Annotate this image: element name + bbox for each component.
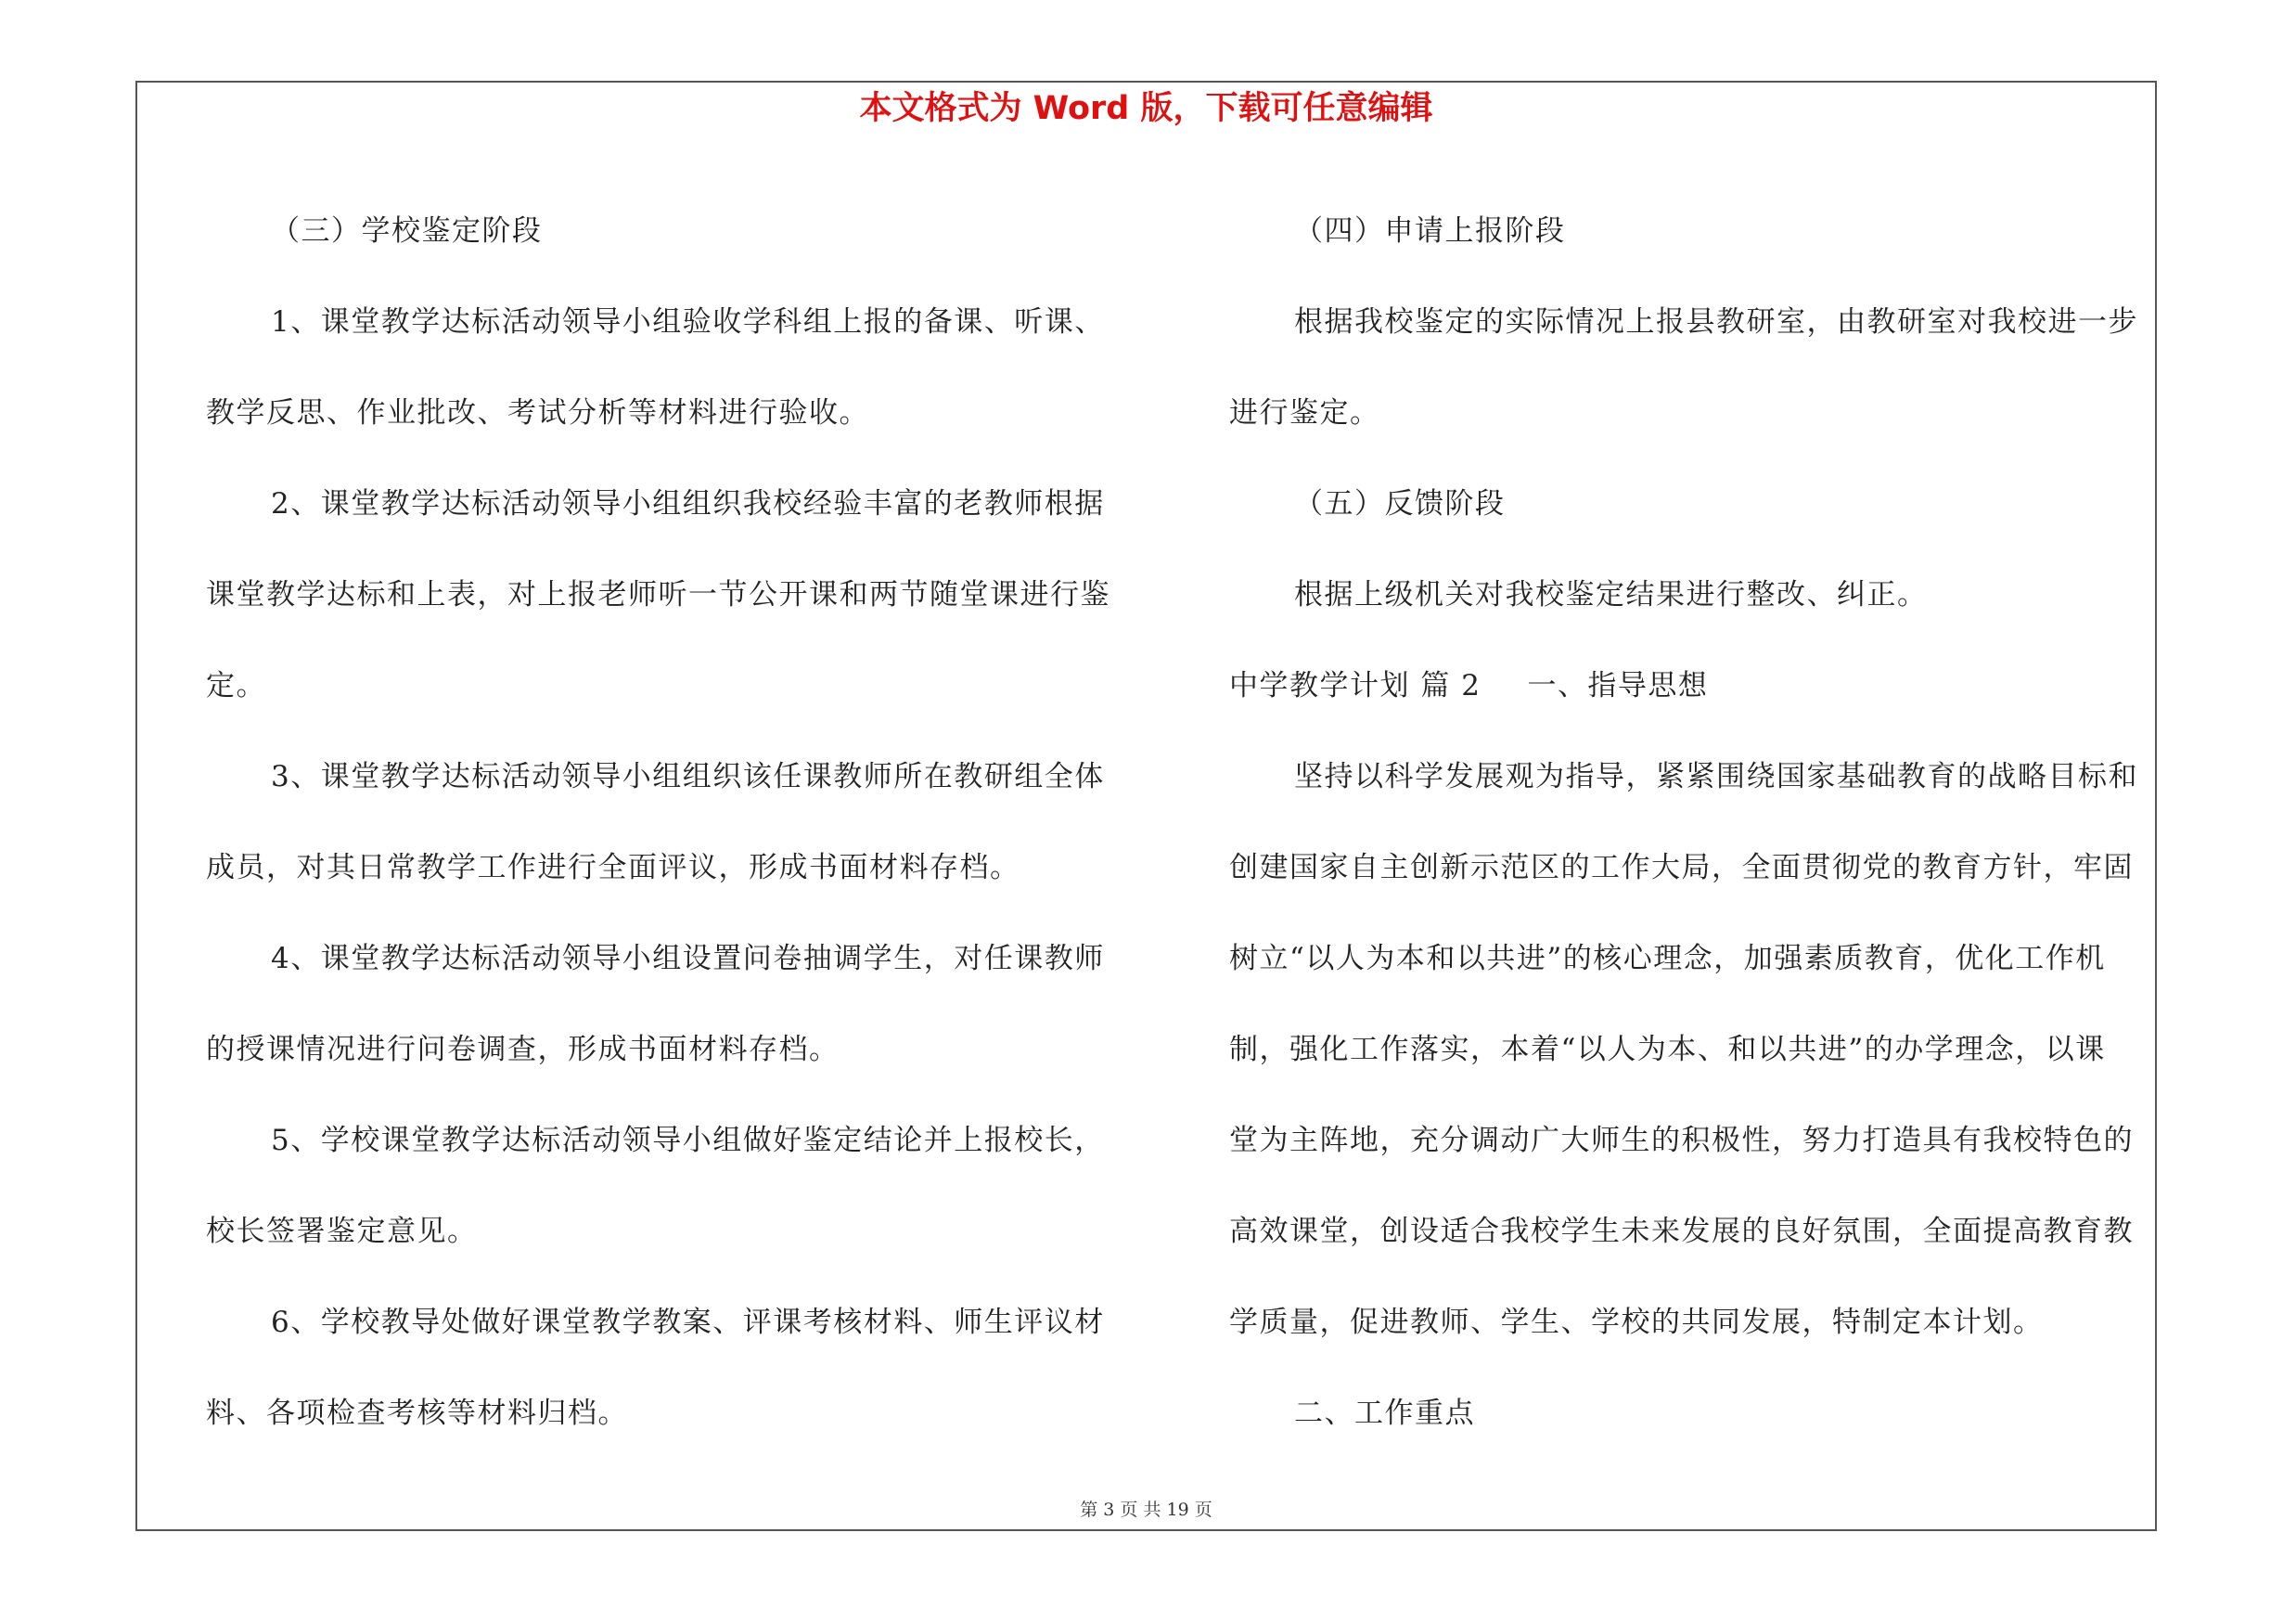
section-heading-line xyxy=(1229,640,2148,731)
paragraph-line: 进行鉴定。 xyxy=(1229,396,1380,430)
paragraph-line: 根据我校鉴定的实际情况上报县教研室，由教研室对我校进一步 xyxy=(1294,305,2138,339)
paragraph-line: 2、课堂教学达标活动领导小组组织我校经验丰富的老教师根据 xyxy=(271,487,1105,521)
word-format-banner: 本文格式为 Word 版，下载可任意编辑 xyxy=(859,90,1433,127)
paragraph-line: （四）申请上报阶段 xyxy=(1294,214,1566,248)
paragraph-line: 的授课情况进行问卷调查，形成书面材料存档。 xyxy=(206,1033,840,1066)
page-number-footer: 第 3 页 共 19 页 xyxy=(1080,1500,1212,1520)
paragraph-line: 树立“以人为本和以共进”的核心理念，加强素质教育，优化工作机 xyxy=(1229,942,2106,975)
paragraph-line: 课堂教学达标和上表，对上报老师听一节公开课和两节随堂课进行鉴 xyxy=(206,578,1110,612)
paragraph-line: 4、课堂教学达标活动领导小组设置问卷抽调学生，对任课教师 xyxy=(271,942,1105,975)
paragraph-line: 5、学校课堂教学达标活动领导小组做好鉴定结论并上报校长， xyxy=(271,1124,1105,1157)
paragraph-line: 校长签署鉴定意见。 xyxy=(206,1215,478,1248)
paragraph-line: 创建国家自主创新示范区的工作大局，全面贯彻党的教育方针，牢固 xyxy=(1229,851,2134,884)
section-title: 中学教学计划 篇 2 xyxy=(1229,669,1481,702)
paragraph-line: 堂为主阵地，充分调动广大师生的积极性，努力打造具有我校特色的 xyxy=(1229,1124,2134,1157)
paragraph-line: （五）反馈阶段 xyxy=(1294,487,1506,521)
paragraph-line: 6、学校教导处做好课堂教学教案、评课考核材料、师生评议材 xyxy=(271,1306,1105,1339)
paragraph-line: （三）学校鉴定阶段 xyxy=(271,214,543,248)
paragraph-line: 二、工作重点 xyxy=(1294,1397,1475,1430)
section-subtitle: 一、指导思想 xyxy=(1527,669,1709,702)
right-column xyxy=(1229,186,2148,1459)
paragraph-line: 制，强化工作落实，本着“以人为本、和以共进”的办学理念，以课 xyxy=(1229,1033,2106,1066)
paragraph-line: 3、课堂教学达标活动领导小组组织该任课教师所在教研组全体 xyxy=(271,760,1105,793)
paragraph-line: 坚持以科学发展观为指导，紧紧围绕国家基础教育的战略目标和 xyxy=(1294,760,2138,793)
left-column xyxy=(206,186,1124,1459)
paragraph-line: 根据上级机关对我校鉴定结果进行整改、纠正。 xyxy=(1294,578,1928,612)
paragraph-line: 学质量，促进教师、学生、学校的共同发展，特制定本计划。 xyxy=(1229,1306,2044,1339)
paragraph-line: 料、各项检查考核等材料归档。 xyxy=(206,1397,628,1430)
paragraph-line: 成员，对其日常教学工作进行全面评议，形成书面材料存档。 xyxy=(206,851,1020,884)
paragraph-line: 高效课堂，创设适合我校学生未来发展的良好氛围，全面提高教育教 xyxy=(1229,1215,2134,1248)
paragraph-line: 定。 xyxy=(206,669,266,702)
paragraph-line: 教学反思、作业批改、考试分析等材料进行验收。 xyxy=(206,396,869,430)
paragraph-line: 1、课堂教学达标活动领导小组验收学科组上报的备课、听课、 xyxy=(271,305,1105,339)
